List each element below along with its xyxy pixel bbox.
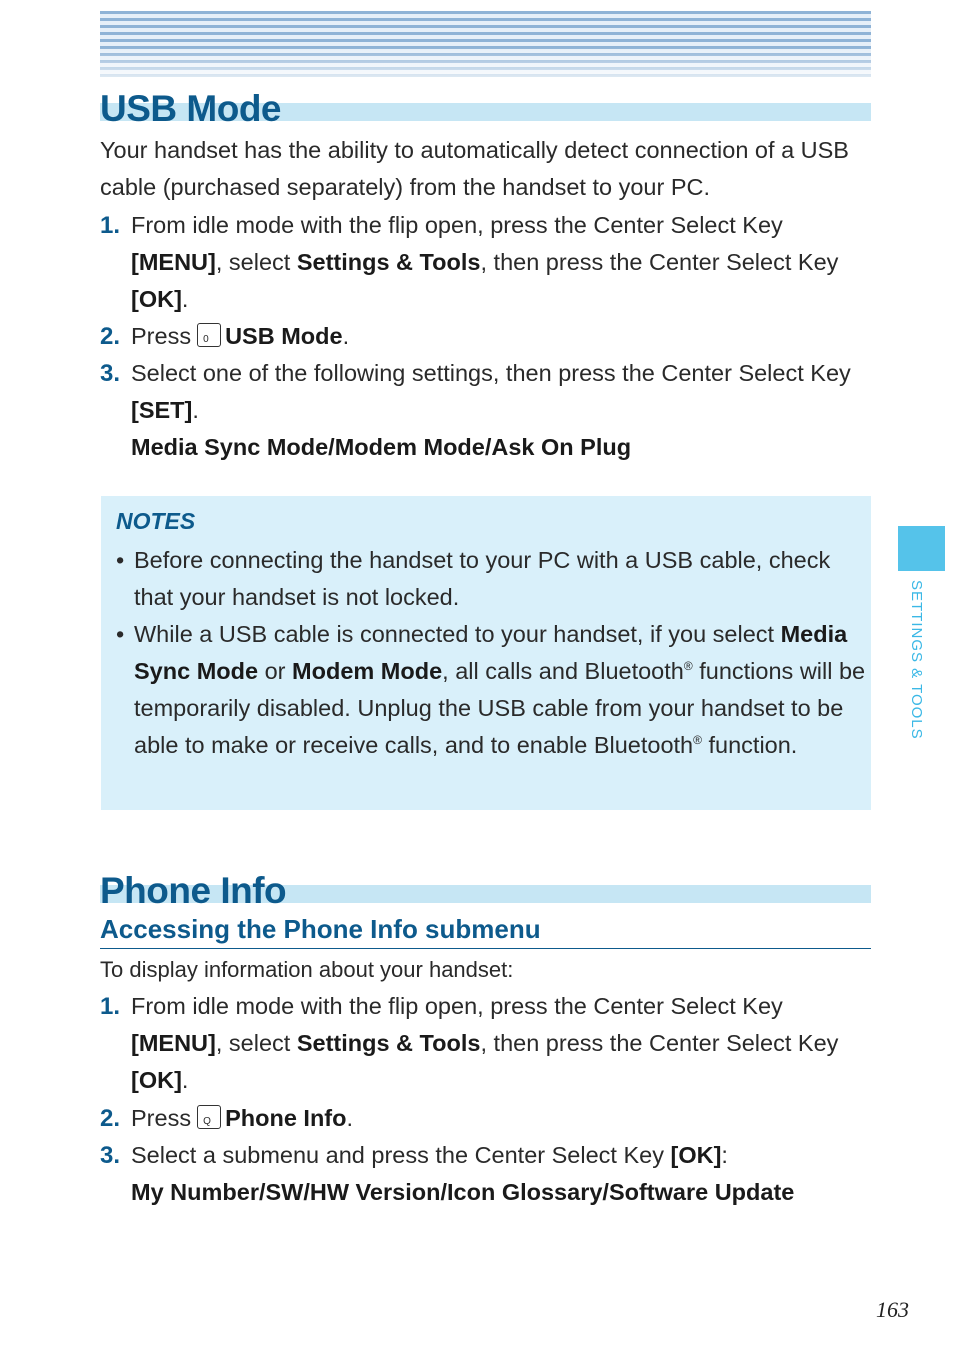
text: , all calls and Bluetooth (442, 658, 684, 684)
step-number: 3. (100, 360, 121, 387)
key-label: [OK] (670, 1142, 722, 1168)
text: From idle mode with the flip open, press the Center Select Key (131, 212, 783, 238)
page-number: 163 (876, 1297, 909, 1322)
usb-step-2 (100, 318, 860, 355)
menu-label: Phone Info (225, 1105, 347, 1131)
header-stripes-fade (100, 47, 871, 77)
phone-step-1 (100, 988, 860, 1099)
step-text (131, 1137, 860, 1174)
menu-label: Settings & Tools (296, 1030, 481, 1056)
step-number: 1. (100, 993, 121, 1020)
phone-step-3 (100, 1137, 860, 1211)
key-label: [OK] (131, 286, 182, 312)
text: , then press the Center Select Key (480, 249, 839, 275)
usb-mode-title: USB Mode (100, 88, 281, 129)
text: function. (701, 732, 798, 758)
step-text (131, 988, 860, 1099)
phone-info-intro: To display information about your handset: (100, 957, 514, 982)
text: Select a submenu and press the Center Select Key (131, 1142, 671, 1168)
text: From idle mode with the flip open, press the Center Select Key (131, 993, 783, 1019)
usb-step-1 (100, 207, 860, 318)
text: : (721, 1142, 728, 1168)
key-label: [MENU] (131, 1030, 216, 1056)
keypad-q-icon (197, 1105, 221, 1129)
step-number: 2. (100, 1105, 121, 1132)
key-glyph: 0 (203, 334, 209, 345)
text: Select one of the following settings, then press the Center Select Key (131, 360, 851, 386)
registered-mark: ® (683, 659, 693, 673)
text: . (181, 286, 189, 312)
step-text (131, 207, 860, 318)
text: . (192, 397, 199, 423)
bullet-icon: • (116, 621, 125, 647)
step-text (131, 1100, 860, 1137)
menu-label: Settings & Tools (296, 249, 481, 275)
key-label: [OK] (131, 1067, 182, 1093)
step-options (131, 1174, 860, 1211)
options-list: Media Sync Mode/Modem Mode/Ask On Plug (131, 434, 632, 460)
text: functions will be temporarily disabled. Unplug the USB cable from your handset to be able to make or receive calls, and to enable Bluetooth (134, 658, 866, 758)
text: , select (215, 249, 297, 275)
text: . (346, 1105, 354, 1131)
mode-label: Media Sync Mode (134, 621, 848, 684)
step-number: 3. (100, 1142, 121, 1169)
phone-step-2 (100, 1100, 860, 1137)
note-text (134, 616, 866, 764)
subheading-text: Accessing the Phone Info submenu (100, 914, 541, 944)
registered-mark: ® (693, 733, 702, 747)
usb-step-3 (100, 355, 860, 466)
text: or (258, 658, 293, 684)
note-item (116, 616, 866, 764)
text: , select (215, 1030, 297, 1056)
step-text (131, 355, 860, 429)
step-options (131, 429, 860, 466)
step-number: 2. (100, 323, 121, 350)
text: Press (131, 323, 192, 349)
step-number: 1. (100, 212, 121, 239)
key-label: [SET] (131, 397, 193, 423)
text: While a USB cable is connected to your handset, if you select (134, 621, 781, 647)
bullet-icon: • (116, 547, 125, 573)
text: , then press the Center Select Key (480, 1030, 839, 1056)
step-text (131, 318, 860, 355)
header-stripes (100, 11, 871, 77)
note-item (116, 542, 866, 616)
menu-label: USB Mode (225, 323, 343, 349)
phone-info-subheading (100, 914, 871, 949)
usb-intro: Your handset has the ability to automatically detect connection of a USB cable (purchased separately) from the handset to your PC. (100, 137, 849, 200)
side-tab-label: SETTINGS & TOOLS (908, 580, 925, 740)
text: Press (131, 1105, 192, 1131)
mode-label: Modem Mode (292, 658, 443, 684)
note-text: Before connecting the handset to your PC with a USB cable, check that your handset is not locked. (134, 547, 831, 610)
options-list: My Number/SW/HW Version/Icon Glossary/Software Update (131, 1179, 795, 1205)
notes-box (101, 496, 871, 810)
text: . (342, 323, 350, 349)
keypad-0-icon (197, 323, 221, 347)
key-label: [MENU] (131, 249, 216, 275)
phone-info-title: Phone Info (100, 870, 287, 911)
notes-header: NOTES (116, 508, 196, 534)
side-tab-marker (898, 526, 945, 571)
text: . (181, 1067, 189, 1093)
key-glyph: Q (203, 1116, 211, 1127)
